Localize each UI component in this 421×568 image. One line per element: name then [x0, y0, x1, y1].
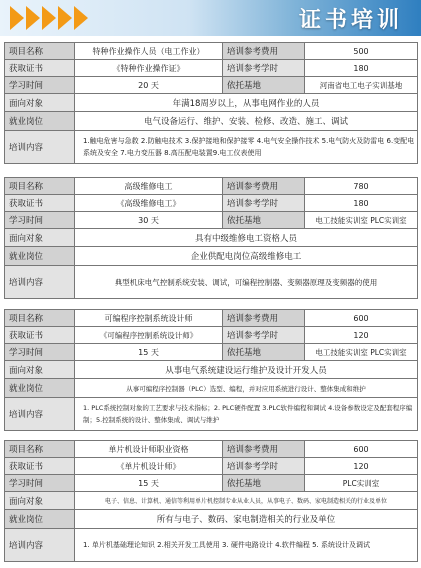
base-value: PLC实训室 [305, 475, 418, 492]
label-base: 依托基地 [223, 475, 305, 492]
label-fee: 培训参考费用 [223, 43, 305, 60]
label-project: 项目名称 [5, 441, 75, 458]
base-value: 电工技能实训室 PLC实训室 [305, 212, 418, 229]
label-hours: 培训参考学时 [223, 327, 305, 344]
label-cert: 获取证书 [5, 195, 75, 212]
label-duration: 学习时间 [5, 475, 75, 492]
label-project: 项目名称 [5, 178, 75, 195]
label-jobs: 就业岗位 [5, 379, 75, 398]
label-duration: 学习时间 [5, 77, 75, 94]
label-audience: 面向对象 [5, 229, 75, 247]
fee-value: 600 [305, 310, 418, 327]
hours-value: 180 [305, 60, 418, 77]
label-audience: 面向对象 [5, 492, 75, 510]
label-duration: 学习时间 [5, 212, 75, 229]
label-content: 培训内容 [5, 529, 75, 562]
cert-value: 《高级维修电工》 [75, 195, 223, 212]
cert-value: 《特种作业操作证》 [75, 60, 223, 77]
label-cert: 获取证书 [5, 60, 75, 77]
project-name: 单片机设计师职业资格 [75, 441, 223, 458]
label-fee: 培训参考费用 [223, 441, 305, 458]
label-fee: 培训参考费用 [223, 310, 305, 327]
course-table [4, 42, 418, 164]
duration-value: 15 天 [75, 475, 223, 492]
label-base: 依托基地 [223, 344, 305, 361]
label-audience: 面向对象 [5, 361, 75, 379]
cert-value: 《可编程序控制系统设计师》 [75, 327, 223, 344]
label-audience: 面向对象 [5, 94, 75, 112]
label-cert: 获取证书 [5, 327, 75, 344]
duration-value: 30 天 [75, 212, 223, 229]
label-jobs: 就业岗位 [5, 510, 75, 529]
course-table [4, 440, 418, 562]
audience-value: 从事电气系统建设运行维护及设计开发人员 [75, 361, 418, 379]
label-content: 培训内容 [5, 398, 75, 431]
base-value: 河南省电工电子实训基地 [305, 77, 418, 94]
chevron-arrows-icon [10, 6, 90, 30]
label-duration: 学习时间 [5, 344, 75, 361]
audience-value: 电子、信息、计算机、通信等利用单片机控制专业从业人员，从事电子、数码、家电制造相关的行业及单位 [75, 492, 418, 510]
label-content: 培训内容 [5, 131, 75, 164]
content-value: 1. 单片机基础理论知识 2.相关开发工具使用 3. 硬件电路设计 4.软件编程 5. 系统设计及调试 [75, 529, 418, 562]
label-jobs: 就业岗位 [5, 247, 75, 266]
duration-value: 15 天 [75, 344, 223, 361]
base-value: 电工技能实训室 PLC实训室 [305, 344, 418, 361]
hours-value: 180 [305, 195, 418, 212]
label-base: 依托基地 [223, 212, 305, 229]
jobs-value: 从事可编程序控制器（PLC）选型、编程，并对应用系统进行设计、整体集成和维护 [75, 379, 418, 398]
label-fee: 培训参考费用 [223, 178, 305, 195]
course-table [4, 309, 418, 431]
duration-value: 20 天 [75, 77, 223, 94]
hours-value: 120 [305, 458, 418, 475]
label-base: 依托基地 [223, 77, 305, 94]
label-project: 项目名称 [5, 310, 75, 327]
label-jobs: 就业岗位 [5, 112, 75, 131]
label-project: 项目名称 [5, 43, 75, 60]
header-banner [0, 0, 421, 36]
cert-value: 《单片机设计师》 [75, 458, 223, 475]
content-value: 典型机床电气控制系统安装、调试，可编程控制器、变频器原理及变频器的使用 [75, 266, 418, 299]
label-hours: 培训参考学时 [223, 458, 305, 475]
jobs-value: 电气设备运行、维护、安装、检修、改造、施工、调试 [75, 112, 418, 131]
content-value: 1. PLC系统控制对象的工艺要求与技术指标；2. PLC硬件配置 3.PLC软件编程和调试 4.设备参数设定及配套程序编制；5.控制系统的设计、整体集成、调试与维护 [75, 398, 418, 431]
project-name: 高级维修电工 [75, 178, 223, 195]
project-name: 可编程序控制系统设计师 [75, 310, 223, 327]
audience-value: 年满18周岁以上，从事电网作业的人员 [75, 94, 418, 112]
label-hours: 培训参考学时 [223, 195, 305, 212]
jobs-value: 企业供配电岗位高级维修电工 [75, 247, 418, 266]
project-name: 特种作业操作人员（电工作业） [75, 43, 223, 60]
audience-value: 具有中级维修电工资格人员 [75, 229, 418, 247]
course-table [4, 177, 418, 299]
banner-title: 证书培训 [298, 8, 403, 33]
label-cert: 获取证书 [5, 458, 75, 475]
fee-value: 600 [305, 441, 418, 458]
content-value: 1.触电危害与急救 2.防触电技术 3.保护接地和保护接零 4.电气安全操作技术 5.电气防火及防雷电 6.变配电系统及安全 7.电力变压器 8.高压配电装置9.电工仪表使用 [75, 131, 418, 164]
label-hours: 培训参考学时 [223, 60, 305, 77]
label-content: 培训内容 [5, 266, 75, 299]
fee-value: 500 [305, 43, 418, 60]
jobs-value: 所有与电子、数码、家电制造相关的行业及单位 [75, 510, 418, 529]
fee-value: 780 [305, 178, 418, 195]
hours-value: 120 [305, 327, 418, 344]
